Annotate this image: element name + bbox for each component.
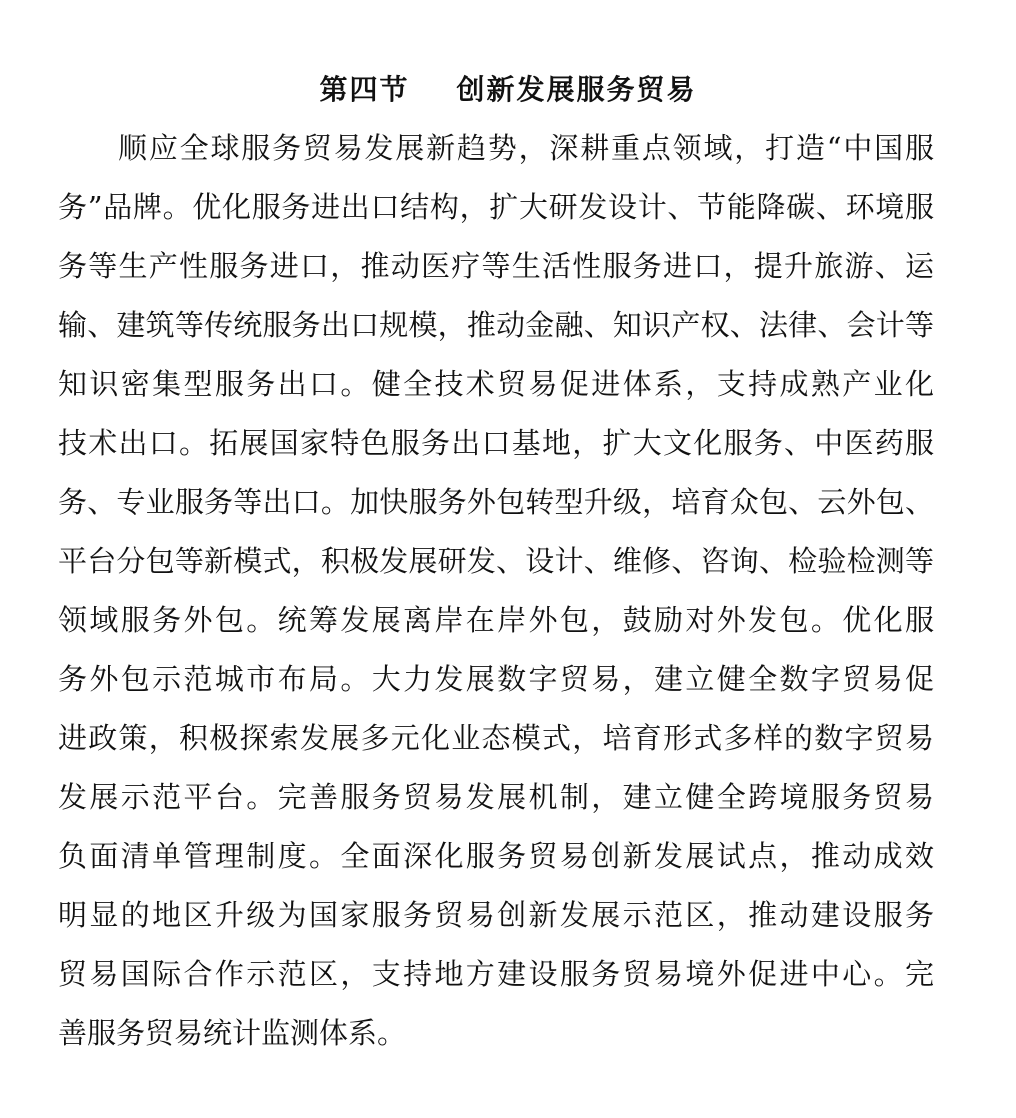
paragraph-line: 明显的地区升级为国家服务贸易创新发展示范区，推动建设服务 — [58, 898, 934, 932]
paragraph-line: 顺应全球服务贸易发展新趋势，深耕重点领域，打造“中国服 — [118, 131, 934, 165]
section-title: 第四节 创新发展服务贸易 — [319, 73, 697, 106]
paragraph-line: 务外包示范城市布局。大力发展数字贸易，建立健全数字贸易促 — [58, 662, 934, 696]
paragraph-line: 知识密集型服务出口。健全技术贸易促进体系，支持成熟产业化 — [58, 367, 934, 401]
paragraph-line: 贸易国际合作示范区，支持地方建设服务贸易境外促进中心。完 — [58, 957, 934, 991]
paragraph-line: 负面清单管理制度。全面深化服务贸易创新发展试点，推动成效 — [58, 839, 934, 873]
paragraph-line: 发展示范平台。完善服务贸易发展机制，建立健全跨境服务贸易 — [58, 780, 934, 814]
paragraph-line: 领域服务外包。统筹发展离岸在岸外包，鼓励对外发包。优化服 — [58, 603, 934, 637]
paragraph-line: 平台分包等新模式，积极发展研发、设计、维修、咨询、检验检测等 — [58, 544, 934, 578]
paragraph-line: 善服务贸易统计监测体系。 — [58, 1016, 407, 1050]
paragraph-line: 输、建筑等传统服务出口规模，推动金融、知识产权、法律、会计等 — [58, 308, 934, 342]
paragraph-line: 务、专业服务等出口。加快服务外包转型升级，培育众包、云外包、 — [58, 485, 934, 519]
paragraph-line: 技术出口。拓展国家特色服务出口基地，扩大文化服务、中医药服 — [58, 426, 934, 460]
paragraph-line: 务”品牌。优化服务进出口结构，扩大研发设计、节能降碳、环境服 — [58, 190, 934, 224]
paragraph-line: 务等生产性服务进口，推动医疗等生活性服务进口，提升旅游、运 — [58, 249, 934, 283]
paragraph-line: 进政策，积极探索发展多元化业态模式，培育形式多样的数字贸易 — [58, 721, 934, 755]
